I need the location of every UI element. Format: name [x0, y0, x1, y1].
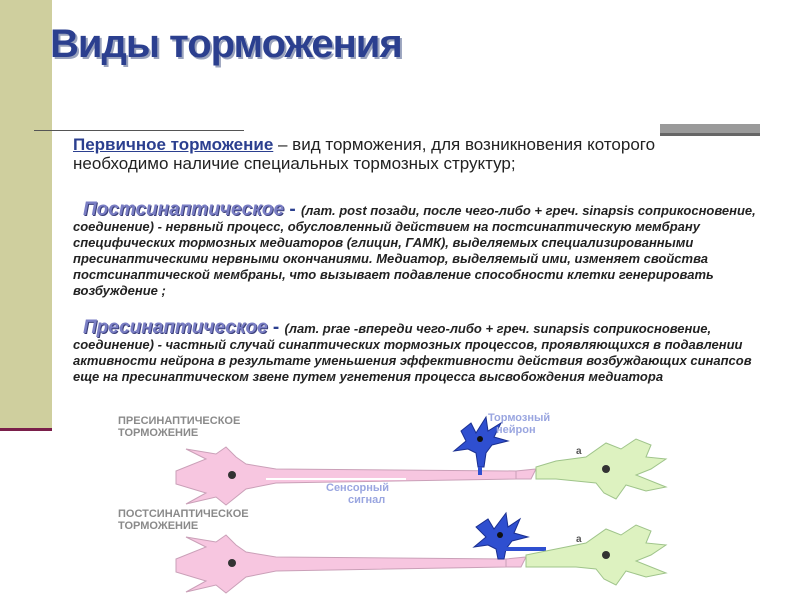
divider-left — [34, 130, 244, 131]
postsynaptic-paragraph — [73, 199, 773, 299]
inhibitory-neuron-label-2: нейрон — [496, 424, 536, 436]
bottom-diagram-label-1: ПОСТСИНАПТИЧЕСКОЕ — [118, 508, 249, 520]
top-diagram-label-2: ТОРМОЖЕНИЕ — [118, 427, 199, 439]
postsynaptic-text: (лат. post позади, после чего-либо + греч. sinapsis соприкосновение, соединение) - нервный процесс, обусловленный действием на постсинаптическую мембрану специфических тормозных медиаторов (глицин, ГАМК), выделяемых специализированными пресинаптическими нервными окончаниями. Медиатор, выделяемый ими, изменяет свойства постсинаптической мембраны, что вызывает подавление способности клетки генерировать возбуждение ; — [73, 203, 756, 298]
primary-inhibition-text: – вид торможения, для возникновения которого необходимо наличие специальных тормозных структур; — [73, 135, 656, 173]
postsynaptic-separator: - — [284, 199, 301, 220]
primary-inhibition-term: Первичное торможение — [73, 135, 274, 154]
presynaptic-paragraph — [73, 317, 773, 385]
inhibition-diagram — [76, 409, 708, 600]
bottom-inhibitory-neuron — [474, 513, 546, 559]
slide-title: Виды торможения — [50, 22, 402, 66]
left-decor-bar — [0, 0, 52, 428]
signal-label-2: сигнал — [348, 494, 386, 506]
presynaptic-separator: - — [267, 317, 285, 338]
signal-label-1: Сенсорный — [326, 482, 390, 494]
inhibition-diagram-svg — [76, 409, 708, 600]
inhibitory-neuron-label-1: Тормозный — [488, 412, 551, 424]
presynaptic-text: (лат. prae -впереди чего-либо + греч. sunapsis соприкосновение, соединение) - частный случай синаптических тормозных процессов, проявляющихся в подавлении активности нейрона в результате уменьшения эффективности действия возбуждающих синапсов еще на пресинаптическом звене путем угнетения процесса высвобождения медиатора — [73, 321, 752, 384]
bottom-target-neuron — [526, 525, 666, 585]
bottom-marker-a: a — [576, 534, 582, 545]
primary-inhibition-paragraph — [73, 135, 753, 173]
left-decor-underline — [0, 428, 52, 431]
top-diagram-label-1: ПРЕСИНАПТИЧЕСКОЕ — [118, 415, 241, 427]
bottom-diagram-label-2: ТОРМОЖЕНИЕ — [118, 520, 199, 532]
postsynaptic-term: Постсинаптическое — [83, 199, 285, 220]
presynaptic-term: Пресинаптическое — [83, 317, 268, 338]
top-marker-a: a — [576, 446, 582, 457]
bottom-sensory-neuron — [176, 535, 526, 593]
top-target-neuron — [536, 439, 666, 499]
